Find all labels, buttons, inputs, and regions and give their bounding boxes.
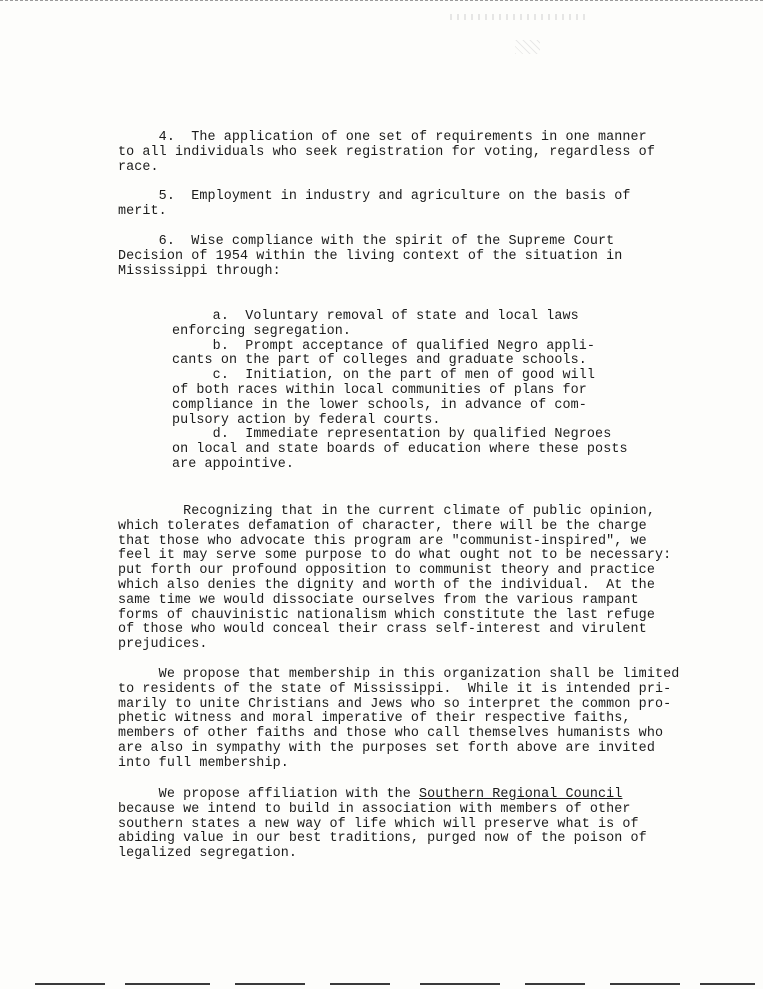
scan-smudge <box>450 14 590 20</box>
recognizing-line-8: forms of chauvinistic nationalism which constitute the last refuge <box>118 607 655 623</box>
item-5-line-2: merit. <box>118 203 167 219</box>
item-5 <box>118 190 631 220</box>
item-6-line-3: Mississippi through: <box>118 263 281 279</box>
bottom-mark <box>700 983 755 985</box>
bottom-mark <box>525 983 585 985</box>
recognizing-line-10: prejudices. <box>118 637 208 653</box>
subitems-list <box>172 310 628 473</box>
recognizing-line-3: that those who advocate this program are "communist-inspired", we <box>118 533 647 549</box>
recognizing-line-2: which tolerates defamation of character, there will be the charge <box>118 518 647 534</box>
bottom-mark <box>330 983 390 985</box>
subitem-d-line-2: on local and state boards of education where these posts <box>172 442 628 458</box>
paragraph-membership <box>118 668 679 772</box>
item-6-line-2: Decision of 1954 within the living context of the situation in <box>118 248 623 264</box>
item-4-line-2: to all individuals who seek registration for voting, regardless of <box>118 144 655 160</box>
recognizing-line-6: which also denies the dignity and worth of the individual. At the <box>118 577 655 593</box>
bottom-mark <box>420 983 500 985</box>
item-5-line-1: 5. Employment in industry and agriculture on the basis of <box>118 189 631 204</box>
item-4-line-3: race. <box>118 159 159 175</box>
affiliation-line-3: southern states a new way of life which will preserve what is of <box>118 816 639 832</box>
item-6-line-1: 6. Wise compliance with the spirit of the Supreme Court <box>118 234 615 249</box>
scan-smudge-small <box>515 40 540 54</box>
paragraph-affiliation <box>118 788 647 862</box>
subitem-b-line-2: cants on the part of colleges and graduate schools. <box>172 353 587 369</box>
affiliation-line-1-prefix: We propose affiliation with the <box>118 787 420 802</box>
bottom-mark <box>610 983 680 985</box>
recognizing-line-7: same time we would dissociate ourselves from the various rampant <box>118 592 639 608</box>
bottom-mark <box>35 983 105 985</box>
subitem-c-line-1: c. Initiation, on the part of men of good will <box>172 368 596 384</box>
subitem-b-line-1: b. Prompt acceptance of qualified Negro appli- <box>172 338 596 354</box>
page-bottom-edge <box>0 983 763 987</box>
subitem-c-line-4: pulsory action by federal courts. <box>172 412 441 428</box>
southern-regional-council-reference: Southern Regional Council <box>419 787 623 802</box>
bottom-mark <box>235 983 305 985</box>
subitem-c-line-3: compliance in the lower schools, in advance of com- <box>172 397 587 413</box>
membership-line-5: members of other faiths and those who call themselves humanists who <box>118 726 664 742</box>
membership-line-6: are also in sympathy with the purposes set forth above are invited <box>118 740 655 756</box>
subitem-a-line-1: a. Voluntary removal of state and local laws <box>172 309 579 324</box>
subitem-d-line-1: d. Immediate representation by qualified Negroes <box>172 427 612 443</box>
item-4-line-1: 4. The application of one set of requirements in one manner <box>118 130 647 145</box>
item-4 <box>118 131 655 175</box>
subitem-a-line-2: enforcing segregation. <box>172 323 351 339</box>
recognizing-line-5: put forth our profound opposition to communist theory and practice <box>118 563 655 579</box>
membership-line-2: to residents of the state of Mississippi. While it is intended pri- <box>118 681 672 697</box>
membership-line-7: into full membership. <box>118 755 289 771</box>
recognizing-line-1: Recognizing that in the current climate of public opinion, <box>118 504 655 519</box>
subitem-d-line-3: are appointive. <box>172 456 295 472</box>
affiliation-line-5: legalized segregation. <box>118 846 297 862</box>
page-top-edge <box>0 0 763 1</box>
recognizing-line-4: feel it may serve some purpose to do what ought not to be necessary: <box>118 548 672 564</box>
membership-line-4: phetic witness and moral imperative of their respective faiths, <box>118 711 631 727</box>
item-6 <box>118 235 622 279</box>
paragraph-recognizing <box>118 505 671 653</box>
affiliation-line-4: abiding value in our best traditions, purged now of the poison of <box>118 831 647 847</box>
bottom-mark <box>125 983 210 985</box>
recognizing-line-9: of those who would conceal their crass self-interest and virulent <box>118 622 647 638</box>
affiliation-line-2: because we intend to build in association with members of other <box>118 801 631 817</box>
membership-line-1: We propose that membership in this organization shall be limited <box>118 667 680 682</box>
subitem-c-line-2: of both races within local communities of plans for <box>172 382 587 398</box>
membership-line-3: marily to unite Christians and Jews who so interpret the common pro- <box>118 696 672 712</box>
